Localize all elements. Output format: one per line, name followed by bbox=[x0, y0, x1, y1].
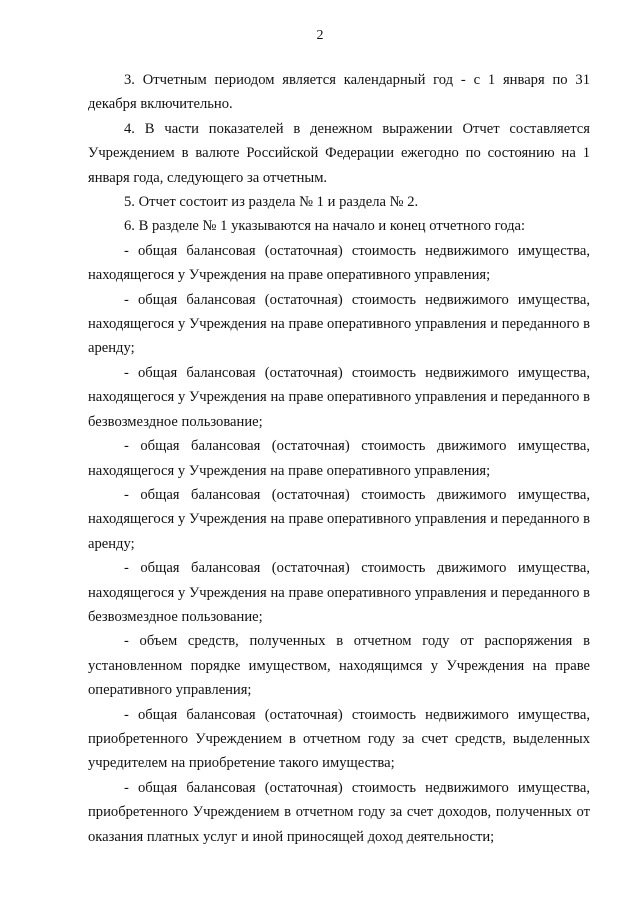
list-item: - объем средств, полученных в отчетном году от распоряжения в установленном порядке имуществом, находящимся у Учреждения на праве оперативного управления; bbox=[88, 633, 590, 699]
paragraph-section-1-intro: 6. В разделе № 1 указываются на начало и конец отчетного года: bbox=[124, 218, 526, 235]
list-item: - общая балансовая (остаточная) стоимость движимого имущества, находящегося у Учреждения на праве оперативного управления; bbox=[88, 438, 590, 479]
paragraph-reporting-period: 3. Отчетным периодом является календарный год - с 1 января по 31 декабря включительно. bbox=[88, 72, 590, 113]
page-number: 2 bbox=[316, 28, 324, 43]
list-item: - общая балансовая (остаточная) стоимость недвижимого имущества, находящегося у Учреждения на праве оперативного управления и переданного в безвозмездное пользование; bbox=[88, 364, 590, 430]
list-item: - общая балансовая (остаточная) стоимость недвижимого имущества, находящегося у Учреждения на праве оперативного управления и переданного в аренду; bbox=[88, 291, 590, 357]
paragraph-report-sections: 5. Отчет состоит из раздела № 1 и раздела № 2. bbox=[124, 194, 419, 211]
list-item: - общая балансовая (остаточная) стоимость недвижимого имущества, приобретенного Учреждением в отчетном году за счет доходов, полученных от оказания платных услуг и иной приносящей доход деятельности; bbox=[88, 779, 590, 845]
list-item: - общая балансовая (остаточная) стоимость недвижимого имущества, находящегося у Учреждения на праве оперативного управления; bbox=[88, 242, 590, 284]
list-item: - общая балансовая (остаточная) стоимость движимого имущества, находящегося у Учреждения на праве оперативного управления и переданного в безвозмездное пользование; bbox=[88, 560, 590, 625]
document-body bbox=[88, 68, 590, 849]
list-item: - общая балансовая (остаточная) стоимость движимого имущества, находящегося у Учреждения на праве оперативного управления и переданного в аренду; bbox=[88, 486, 590, 552]
paragraph-currency: 4. В части показателей в денежном выражении Отчет составляется Учреждением в валюте Российской Федерации ежегодно по состоянию на 1 января года, следующего за отчетным. bbox=[88, 120, 590, 186]
list-item: - общая балансовая (остаточная) стоимость недвижимого имущества, приобретенного Учреждением в отчетном году за счет средств, выделенных учредителем на приобретение такого имущества; bbox=[88, 706, 590, 772]
